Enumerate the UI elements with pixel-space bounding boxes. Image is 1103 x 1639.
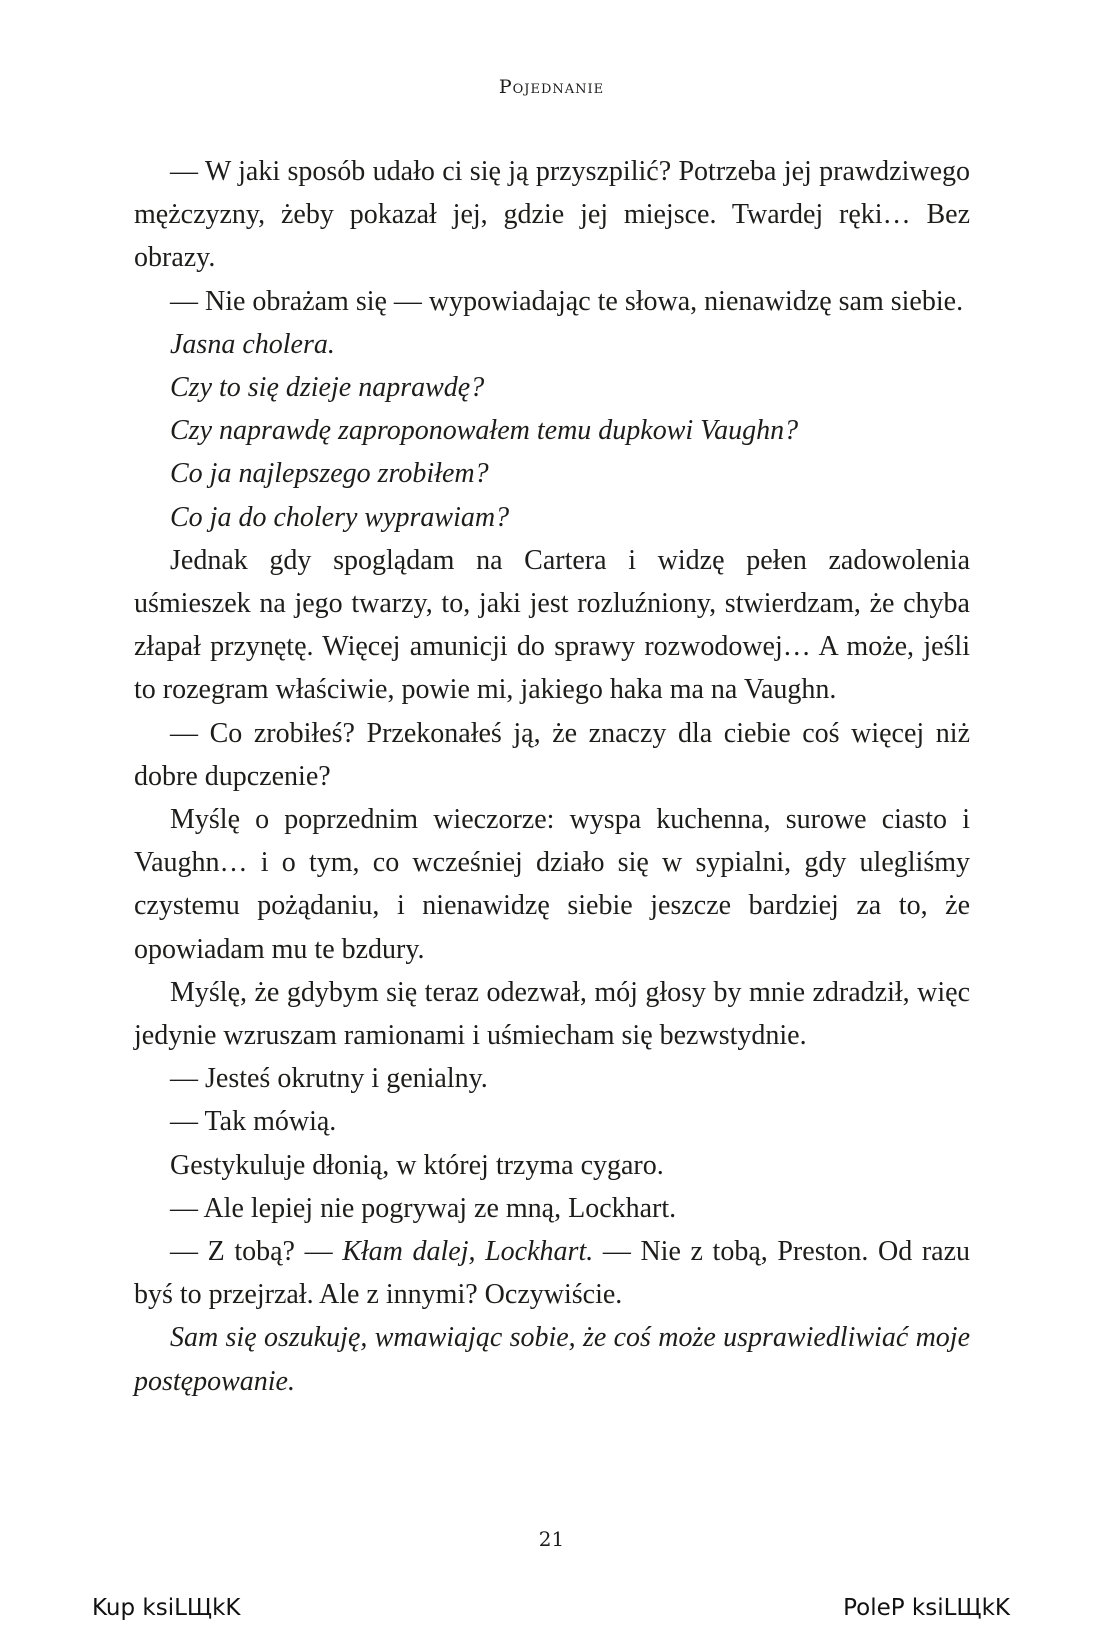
italic-thought: Czy to się dzieje naprawdę? <box>170 372 485 404</box>
footer-recommend-book-link[interactable]: PoleP ksiLЩkK <box>843 1595 1010 1621</box>
paragraph-part: — Z tobą? — <box>170 1236 343 1268</box>
running-header: Pojednanie <box>498 76 605 98</box>
paragraph: — Tak mówią. <box>170 1106 337 1138</box>
paragraph: Myślę o poprzednim wieczorze: wyspa kuchenna, surowe ciasto i Vaughn… i o tym, co wcześniej działo się w sypialni, gdy ulegliśmy czystemu pożądaniu, i nienawidzę siebie jeszcze bardziej za to, że opowiadam mu te bzdury. <box>134 804 970 965</box>
page-number: 21 <box>538 1527 565 1551</box>
italic-thought: Czy naprawdę zaproponowałem temu dupkowi Vaughn? <box>170 415 799 447</box>
paragraph: — W jaki sposób udało ci się ją przyszpilić? Potrzeba jej prawdziwego mężczyzny, żeby pokazał jej, gdzie jej miejsce. Twardej ręki… Bez obrazy. <box>134 156 970 274</box>
paragraph: Gestykuluje dłonią, w której trzyma cygaro. <box>170 1149 664 1181</box>
paragraph: — Co zrobiłeś? Przekonałeś ją, że znaczy dla ciebie coś więcej niż dobre dupczenie? <box>134 717 970 792</box>
italic-inline-thought: Kłam dalej, Lockhart. <box>342 1236 594 1268</box>
paragraph-mixed <box>134 1230 970 1316</box>
italic-thought: Jasna cholera. <box>170 328 335 360</box>
body-text <box>134 150 970 1403</box>
paragraph: — Jesteś okrutny i genialny. <box>170 1063 488 1095</box>
paragraph: Myślę, że gdybym się teraz odezwał, mój głosy by mnie zdradził, więc jedynie wzruszam ramionami i uśmiecham się bezwstydnie. <box>134 976 970 1052</box>
italic-thought: Sam się oszukuję, wmawiając sobie, że coś może usprawiedliwiać moje postępowanie. <box>134 1322 970 1397</box>
paragraph: Jednak gdy spoglądam na Cartera i widzę pełen zadowolenia uśmieszek na jego twarzy, to, jaki jest rozluźniony, stwierdzam, że chyba złapał przynętę. Więcej amunicji do sprawy rozwodowej… A może, jeśli to rozegram właściwie, powie mi, jakiego haka ma na Vaughn. <box>134 544 970 706</box>
paragraph-part: — Nie z tobą, Preston. Od razu byś to przejrzał. Ale z innymi? Oczywiście. <box>134 1236 970 1311</box>
paragraph: — Ale lepiej nie pogrywaj ze mną, Lockhart. <box>170 1192 677 1224</box>
italic-thought: Co ja najlepszego zrobiłem? <box>170 458 489 490</box>
paragraph: — Nie obrażam się — wypowiadając te słowa, nienawidzę sam siebie. <box>170 285 964 317</box>
italic-thought: Co ja do cholery wyprawiam? <box>170 501 510 533</box>
footer-buy-book-link[interactable]: Kup ksiLЩkK <box>92 1595 241 1621</box>
